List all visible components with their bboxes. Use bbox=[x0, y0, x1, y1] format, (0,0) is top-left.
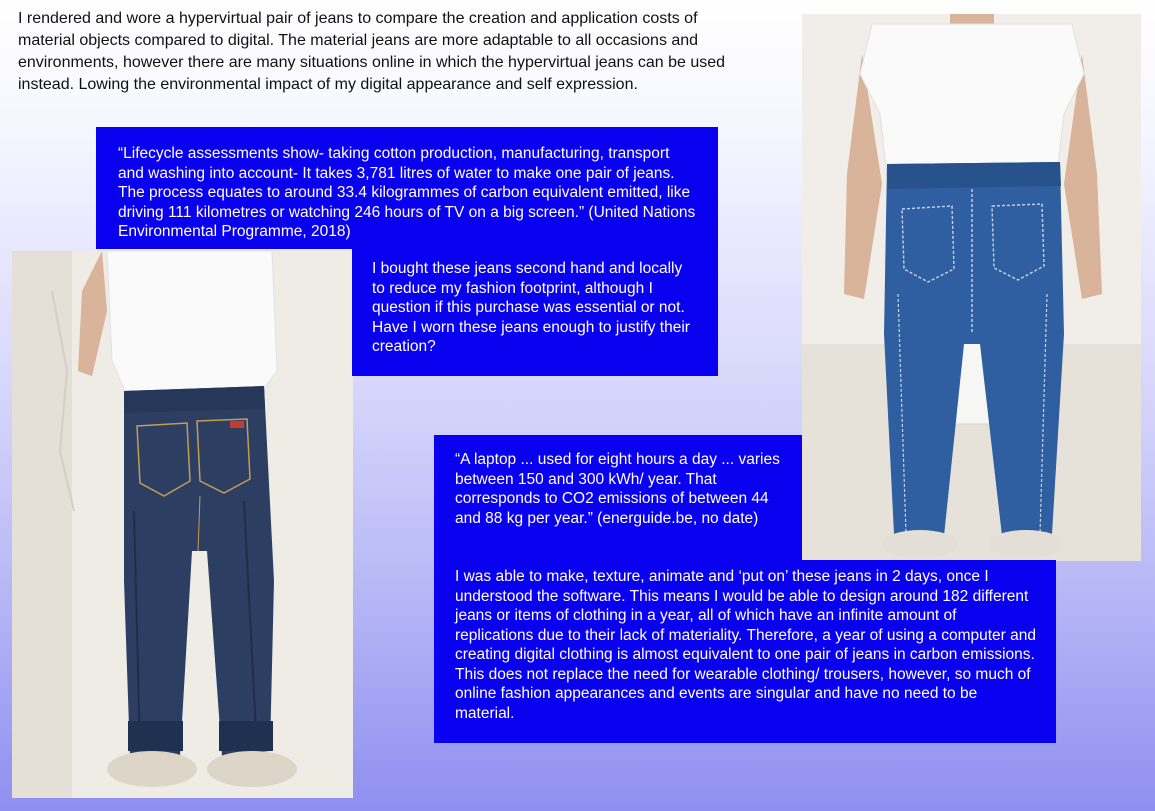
digital-clothing-note-box bbox=[434, 560, 1056, 743]
un-quote-box bbox=[96, 127, 718, 249]
physical-jeans-illustration bbox=[12, 251, 353, 798]
hypervirtual-jeans-photo bbox=[802, 14, 1141, 561]
intro-paragraph: I rendered and wore a hypervirtual pair of jeans to compare the creation and application costs of material objects compared to digital. The material jeans are more adaptable to all occasions and environments, however there are many situations online in which the hypervirtual jeans can be used instead. Lowing the environmental impact of my digital appearance and self expression. bbox=[18, 10, 726, 93]
digital-clothing-note-text: I was able to make, texture, animate and ‘put on’ these jeans in 2 days, once I understood the software. This means I would be able to design around 182 different jeans or items of clothing in a year, all of which have an infinite amount of replications due to their lack of materiality. Therefore, a year of using a computer and creating digital clothing is almost equivalent to one pair of jeans in carbon emissions. This does not replace the need for wearable clothing/ trousers, however, so much of online fashion appearances and events are singular and have no need to be material. bbox=[455, 568, 1036, 722]
laptop-quote-box bbox=[434, 435, 802, 560]
second-hand-note-text: I bought these jeans second hand and locally to reduce my fashion footprint, although I question if this purchase was essential or not. Have I worn these jeans enough to justify their creation? bbox=[372, 260, 690, 355]
laptop-quote-text: “A laptop ... used for eight hours a day ... varies between 150 and 300 kWh/ year. That corresponds to CO2 emissions of between 44 and 88 kg per year.” (energuide.be, no date) bbox=[455, 451, 780, 527]
second-hand-note-box bbox=[352, 249, 718, 376]
hypervirtual-jeans-illustration bbox=[802, 14, 1141, 561]
physical-jeans-photo bbox=[12, 251, 353, 798]
un-quote-text: “Lifecycle assessments show- taking cotton production, manufacturing, transport and washing into account- It takes 3,781 litres of water to make one pair of jeans. The process equates to around 33.4 kilogrammes of carbon equivalent emitted, like driving 111 kilometres or watching 246 hours of TV on a big screen.” (United Nations Environmental Programme, 2018) bbox=[118, 145, 696, 240]
